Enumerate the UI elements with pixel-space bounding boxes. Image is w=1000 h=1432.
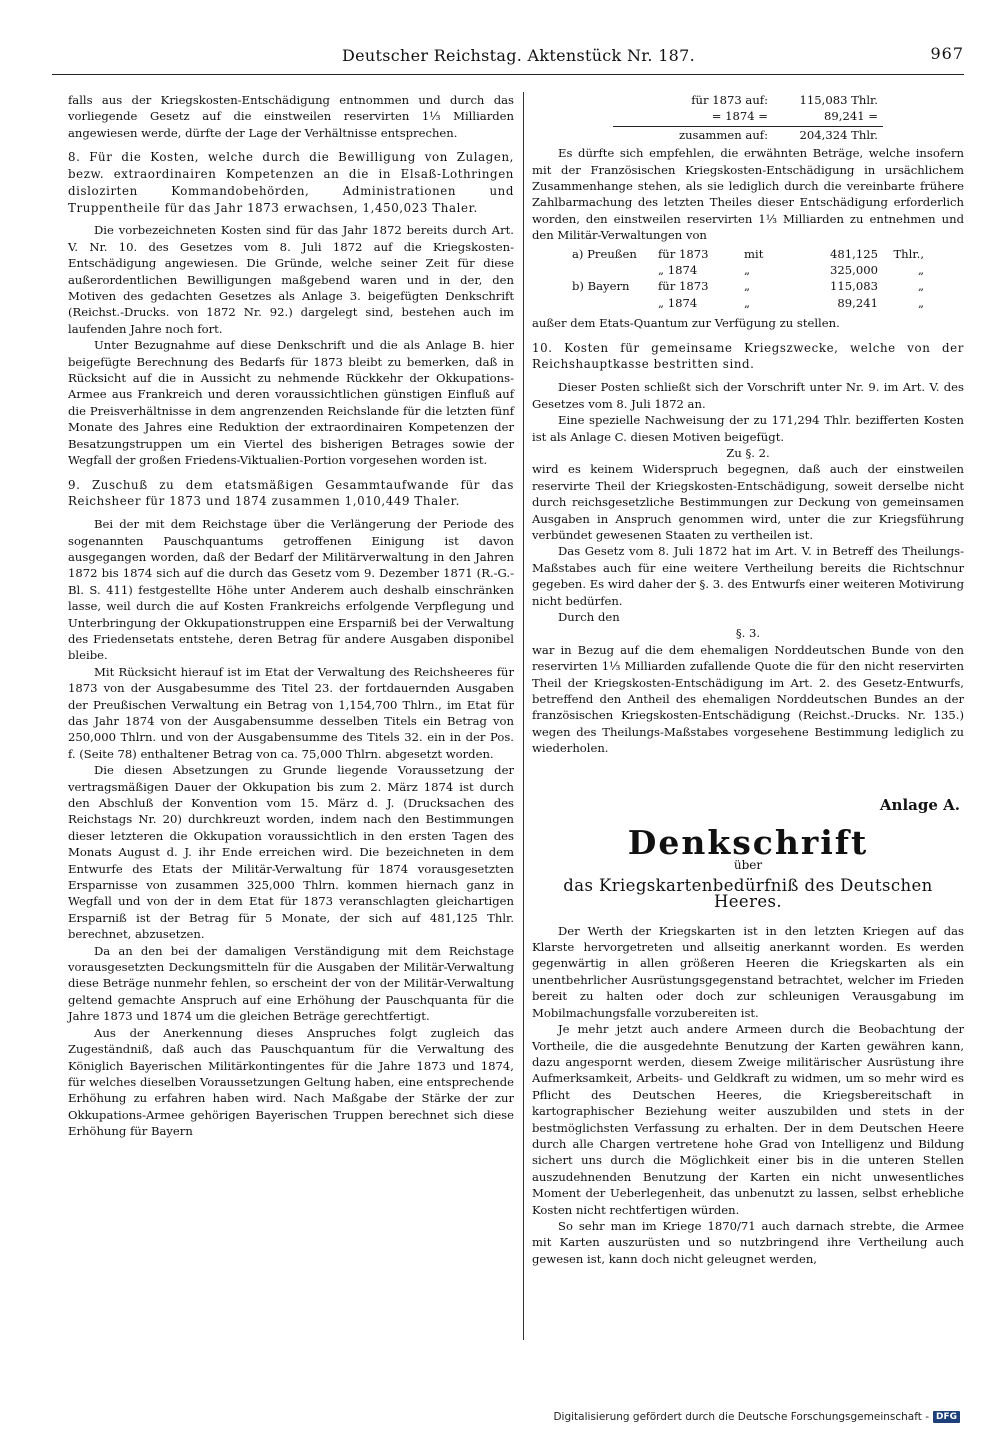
alloc-amount: 89,241 [837, 295, 878, 310]
paragraph: Mit Rücksicht hierauf ist im Etat der Verwaltung des Reichsheeres für 1873 von der Ausgabesumme des Titel 23. der fortdauernden Ausgaben der Preußischen Verwaltung ein Betrag von 1,154,700 Thlrn., im Etat für das Jahr 1874 von der Ausgabensumme desselben Titels ein Betrag von 250,000 Thlrn. und von der Ausgabensumme des Titels 32. ein in der Pos. f. (Seite 78) enthaltener Betrag von ca. 75,000 Thlrn. abgesetzt worden. [68, 664, 514, 761]
allocation-row [572, 295, 964, 311]
document-title: Denkschrift [627, 823, 869, 863]
alloc-amount: 115,083 [830, 279, 878, 294]
allocation-row [572, 262, 964, 278]
sum-total-value: 204,324 Thlr. [799, 127, 878, 142]
footer-text: Digitalisierung gefördert durch die Deutsche Forschungsgemeinschaft - [553, 1411, 929, 1423]
header-title: Deutscher Reichstag. Aktenstück Nr. 187. [342, 46, 696, 65]
section-heading: Zu §. 2. [726, 445, 770, 460]
alloc-year: für 1873 [658, 246, 709, 261]
section-8-heading: 8. Für die Kosten, welche durch die Bewilligung von Zulagen, bezw. extraordinairen Kompetenzen an die in Elsaß-Lothringen dislozirten Kommandobehörden, Administrationen und Truppentheile für das Jahr 1873 erwachsen, 1,450,023 Thaler. [68, 150, 514, 215]
dfg-logo: DFG [933, 1411, 960, 1423]
alloc-year: „ 1874 [658, 263, 698, 278]
alloc-with: „ [744, 279, 751, 294]
alloc-year: für 1873 [658, 279, 709, 294]
alloc-unit: Thlr., [893, 246, 924, 261]
sum-label: für 1873 auf: [691, 93, 768, 107]
right-column [532, 92, 964, 1267]
alloc-unit: „ [917, 295, 924, 310]
alloc-amount: 481,125 [830, 246, 878, 261]
page-header [52, 40, 964, 68]
paragraph: Durch den [558, 609, 620, 624]
paragraph: Je mehr jetzt auch andere Armeen durch die Beobachtung der Vortheile, die die ausgedehnte Benutzung der Karten gewähren kann, dazu angespornt werden, diesem Zweige militärischer Ausrüstung ihre Aufmerksamkeit, Arbeits- und Geldkraft zu widmen, um so mehr wird es Pflicht des Deutschen Heeres, die Kriegsbereitschaft in kartographischer Beziehung weiter auszubilden und stets in der bestmöglichsten Verfassung zu erhalten. Der in dem Deutschen Heere durch alle Chargen vertretene hohe Grad von Intelligenz und Bildung sichert uns durch die Möglichkeit einer bis in die unteren Stellen auszudehnenden Benutzung der Karten ein nicht unwesentliches Moment der Ueberlegenheit, das unbenutzt zu lassen, selbst erhebliche Kosten nicht rechtfertigen würden. [532, 1022, 964, 1217]
paragraph: Da an den bei der damaligen Verständigung mit dem Reichstage vorausgesetzten Deckungsmitteln für die Ausgaben der Militär-Verwaltung diese Beträge nunmehr fehlen, so erscheint der von der Militär-Verwaltung geltend gemachte Anspruch auf eine Erhöhung der Pauschquanta für die Jahre 1873 und 1874 um die gleichen Beträge gerechtfertigt. [68, 943, 514, 1024]
paragraph: Bei der mit dem Reichstage über die Verlängerung der Periode des sogenannten Pauschquantums getroffenen Einigung ist davon ausgegangen worden, daß der Bedarf der Militärverwaltung in den Jahren 1872 bis 1874 sich auf die durch das Gesetz vom 9. Dezember 1871 (R.-G.-Bl. S. 411) festgestellte Höhe unter Anderem auch deshalb einschränken lasse, weil durch die auf Kosten Frankreichs erfolgende Verpflegung und Unterbringung der Okkupationstruppen eine Ersparniß bei der Verwaltung des Friedensetats entstehe, deren Betrag für andere Ausgaben disponibel bleibe. [68, 517, 514, 663]
paragraph: war in Bezug auf die dem ehemaligen Norddeutschen Bunde von den reservirten 1⅓ Milliarden zufallende Quote die für den nicht reservirten Theil der Kriegskosten-Entschädigung im Art. 2. des Gesetz-Entwurfs, betreffend den Antheil des ehemaligen Norddeutschen Bundes an der französischen Kriegskosten-Entschädigung (Reichst.-Drucks. Nr. 135.) wegen des Theilungs-Maßstabes vorgesehene Bestimmung lediglich zu wiederholen. [532, 642, 964, 756]
header-rule [52, 74, 964, 75]
sum-total-label: zusammen auf: [678, 127, 768, 142]
paragraph: Die vorbezeichneten Kosten sind für das Jahr 1872 bereits durch Art. V. Nr. 10. des Gesetzes vom 8. Juli 1872 auf die Kriegskosten-Entschädigung angewiesen. Die Gründe, welche seiner Zeit für diese außerordentlichen Bewilligungen maßgebend waren und in der, den Motiven des gedachten Gesetzes als Anlage 3. beigefügten Denkschrift (Reichst.-Drucks. von 1872 Nr. 92.) dargelegt sind, bestehen auch im laufenden Jahre noch fort. [68, 223, 514, 336]
section-9-heading: 9. Zuschuß zu dem etatsmäßigen Gesammtaufwande für das Reichsheer für 1873 und 1874 zusammen 1,010,449 Thaler. [68, 477, 514, 509]
paragraph: Der Werth der Kriegskarten ist in den letzten Kriegen auf das Klarste hervorgetreten und allseitig anerkannt worden. Es werden gegenwärtig in allen größeren Heeren die Kriegskarten als ein unentbehrlicher Ausrüstungsgegenstand betrachtet, welcher im Frieden bereit zu halten oder doch zur schleunigen Verausgabung im Mobilmachungsfalle vorzubereiten ist. [532, 923, 964, 1020]
paragraph: außer dem Etats-Quantum zur Verfügung zu stellen. [532, 316, 840, 331]
paragraph: Dieser Posten schließt sich der Vorschrift unter Nr. 9. im Art. V. des Gesetzes vom 8. Juli 1872 an. [532, 380, 964, 411]
paragraph: Das Gesetz vom 8. Juli 1872 hat im Art. V. in Betreff des Theilungs-Maßstabes auch für eine weitere Vertheilung bereits die Richtschnur gegeben. Es wird daher der §. 3. des Entwurfs einer weiteren Motivirung nicht bedürfen. [532, 544, 964, 608]
sum-total-row [532, 127, 964, 143]
annex-label: Anlage A. [879, 795, 960, 814]
sum-row [532, 92, 964, 108]
alloc-state [572, 262, 658, 278]
paragraph: Aus der Anerkennung dieses Anspruches folgt zugleich das Zugeständniß, daß auch das Pauschquantum für die Verwaltung des Königlich Bayerischen Militärkontingentes für die Jahre 1873 und 1874, für welches dieselben Voraussetzungen Geltung haben, eine entsprechende Erhöhung zu erfahren haben wird. Nach Maßgabe der Stärke der zur Okkupations-Armee gehörigen Bayerischen Truppen berechnet sich diese Erhöhung für Bayern [68, 1025, 514, 1139]
alloc-state: a) Preußen [572, 246, 637, 261]
column-divider [523, 92, 524, 1340]
paragraph: Es dürfte sich empfehlen, die erwähnten Beträge, welche insofern mit der Französischen Kriegskosten-Entschädigung in ursächlichem Zusammenhange stehen, als sie lediglich durch die vereinbarte frühere Zahlbarmachung des letzten Theiles dieser Entschädigung erforderlich worden, den einstweilen reservirten 1⅓ Milliarden zu entnehmen und den Militär-Verwaltungen von [532, 146, 964, 243]
left-column [68, 92, 514, 1140]
paragraph: falls aus der Kriegskosten-Entschädigung entnommen und durch das vorliegende Gesetz auf die einstweilen reservirten 1⅓ Milliarden angewiesen werde, dürfte der Lage der Verhältnisse entsprechen. [68, 93, 514, 140]
section-heading: §. 3. [735, 626, 761, 641]
sum-row [532, 108, 964, 124]
section-10-heading: 10. Kosten für gemeinsame Kriegszwecke, welche von der Reichshauptkasse bestritten sind. [532, 340, 964, 372]
alloc-with: mit [744, 246, 764, 261]
alloc-year: „ 1874 [658, 295, 698, 310]
alloc-amount: 325,000 [830, 263, 878, 278]
paragraph: Eine spezielle Nachweisung der zu 171,294 Thlr. bezifferten Kosten ist als Anlage C. diesen Motiven beigefügt. [532, 413, 964, 444]
paragraph: So sehr man im Kriege 1870/71 auch darnach strebte, die Armee mit Karten auszurüsten und so nutzbringend ihre Vertheilung auch gewesen ist, kann doch nicht geleugnet werden, [532, 1218, 964, 1266]
alloc-unit: „ [917, 279, 924, 294]
page-number: 967 [930, 44, 964, 63]
paragraph: Die diesen Absetzungen zu Grunde liegende Voraussetzung der vertragsmäßigen Dauer der Okkupation bis zum 2. März 1874 ist durch den Abschluß der Konvention vom 15. März d. J. (Drucksachen des Reichstags Nr. 20) durchkreuzt worden, indem nach den Bestimmungen dieser letzteren die Okkupation voraussichtlich in den ersten Tagen des Monats August d. J. ihr Ende erreichen wird. Die bezeichneten in dem Entwurfe des Etats der Militär-Verwaltung für 1874 vorausgesetzten Ersparnisse von zusammen 325,000 Thlrn. kommen hiernach ganz in Wegfall und von der in dem Etat für 1873 veranschlagten gleichartigen Ersparniß ist der Betrag für 5 Monate, der sich auf 481,125 Thlr. berechnet, abzusetzen. [68, 763, 514, 942]
allocation-row [572, 246, 964, 262]
alloc-with: „ [744, 295, 751, 310]
digitization-footer [553, 1411, 960, 1423]
sum-label: = 1874 = [711, 109, 768, 124]
sum-value: 115,083 Thlr. [799, 93, 878, 107]
sum-value: 89,241 = [824, 109, 878, 124]
sum-table [532, 92, 964, 143]
paragraph: wird es keinem Widerspruch begegnen, daß auch der einstweilen reservirte Theil der Kriegskosten-Entschädigung, soweit derselbe nicht durch reichsgesetzliche Bestimmungen zur Deckung von gemeinsamen Ausgaben in Anspruch genommen wird, unter die zur Kriegsführung verbündet gewesenen Staaten zu vertheilen ist. [532, 462, 964, 542]
paragraph: Unter Bezugnahme auf diese Denkschrift und die als Anlage B. hier beigefügte Berechnung des Bedarfs für 1873 bleibt zu bemerken, daß in Rücksicht auf die in Aussicht zu nehmende Rückkehr der Okkupations-Armee aus Frankreich und deren voraussichtlichen günstigen Einfluß auf die Preisverhältnisse in dem angrenzenden Reichslande für die letzten fünf Monate des Jahres eine Reduktion der extraordinairen Kompetenzen der Besatzungstruppen um ein Viertel des bisherigen Betrages sowie der Wegfall der großen Friedens-Viktualien-Portion vorgesehen worden ist. [68, 338, 514, 468]
allocation-table [572, 246, 964, 312]
title-connector: über [733, 858, 763, 873]
allocation-row [572, 278, 964, 294]
alloc-unit: „ [917, 263, 924, 278]
alloc-state [572, 295, 658, 311]
alloc-state: b) Bayern [572, 279, 630, 294]
alloc-with: „ [744, 263, 751, 278]
document-subtitle: das Kriegskartenbedürfniß des Deutschen Heeres. [563, 875, 933, 912]
